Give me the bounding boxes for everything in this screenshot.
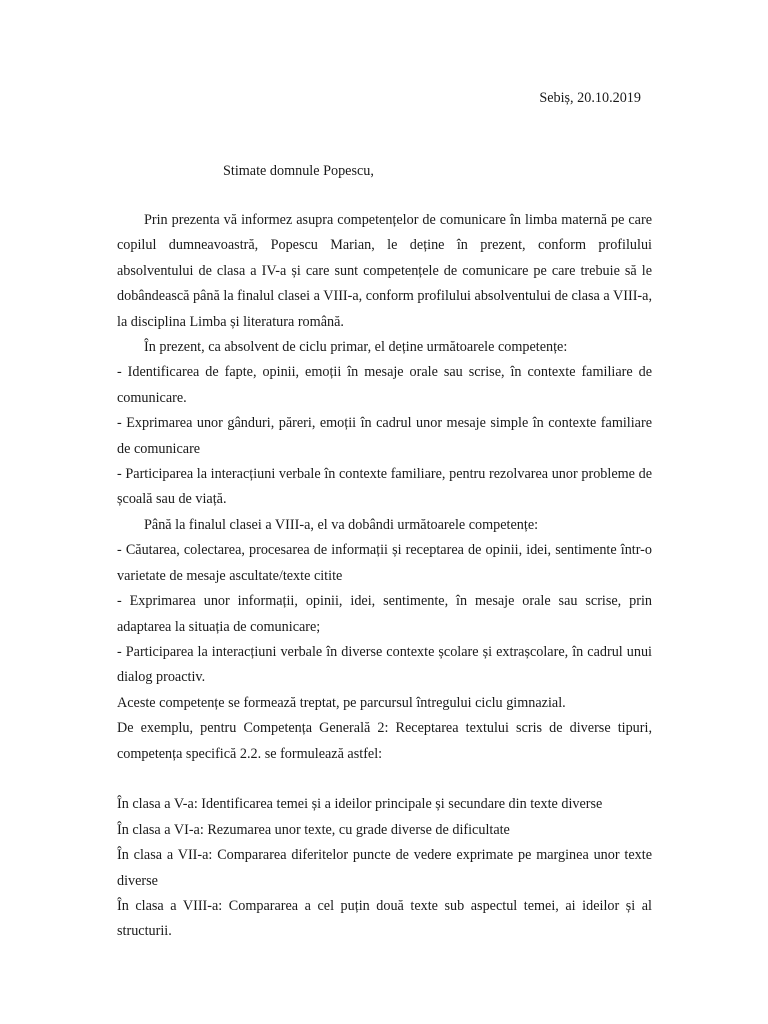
- grade-item: În clasa a V-a: Identificarea temei și a ideilor principale și secundare din texte diverse: [117, 796, 603, 813]
- intro-paragraph: Prin prezenta vă informez asupra competențelor de comunicare în limba maternă pe care copilul dumneavoastră, Popescu Marian, le deține în prezent, conform profilului absolventului de clasa a IV-a și care sunt competențele de comunicare pe care trebuie să le dobândească până la finalul clasei a VIII-a, conform profilului absolventului de clasa a VIII-a, la disciplina Limba și literatura română.: [117, 212, 652, 330]
- grade-item: În clasa a VIII-a: Compararea a cel puțin două texte sub aspectul temei, ai ideilor și al structurii.: [117, 897, 652, 940]
- grade-item: În clasa a VII-a: Compararea diferitelor puncte de vedere exprimate pe marginea unor texte diverse: [117, 847, 652, 889]
- target-competency-item: - Căutarea, colectarea, procesarea de informații și receptarea de opinii, idei, sentimente într-o varietate de mesaje ascultate/texte citite: [117, 542, 652, 584]
- current-competency-item: - Participarea la interacțiuni verbale în contexte familiare, pentru rezolvarea unor probleme de școală sau de viață.: [117, 466, 652, 508]
- salutation: Stimate domnule Popescu,: [223, 163, 374, 179]
- formation-note: Aceste competențe se formează treptat, pe parcursul întregului ciclu gimnazial.: [117, 694, 566, 711]
- blank-line: [117, 767, 652, 792]
- current-competency-item: - Exprimarea unor gânduri, păreri, emoții în cadrul unor mesaje simple în contexte familiare de comunicare: [117, 415, 652, 457]
- letter-body: [117, 208, 652, 945]
- example-intro: De exemplu, pentru Competența Generală 2: Receptarea textului scris de diverse tipuri, competența specifică 2.2. se formulează astfel:: [117, 720, 652, 762]
- grade-item: În clasa a VI-a: Rezumarea unor texte, cu grade diverse de dificultate: [117, 821, 510, 838]
- target-competency-item: - Participarea la interacțiuni verbale în diverse contexte școlare și extrașcolare, în cadrul unui dialog proactiv.: [117, 643, 652, 686]
- target-competency-item: - Exprimarea unor informații, opinii, idei, sentimente, în mesaje orale sau scrise, prin adaptarea la situația de comunicare;: [117, 593, 652, 635]
- target-competencies-heading: Până la finalul clasei a VIII-a, el va dobândi următoarele competențe:: [144, 516, 539, 533]
- current-competencies-heading: În prezent, ca absolvent de ciclu primar, el deține următoarele competențe:: [144, 339, 568, 356]
- place-date: Sebiș, 20.10.2019: [539, 90, 641, 106]
- current-competency-item: - Identificarea de fapte, opinii, emoții în mesaje orale sau scrise, în contexte familiare de comunicare.: [117, 364, 652, 406]
